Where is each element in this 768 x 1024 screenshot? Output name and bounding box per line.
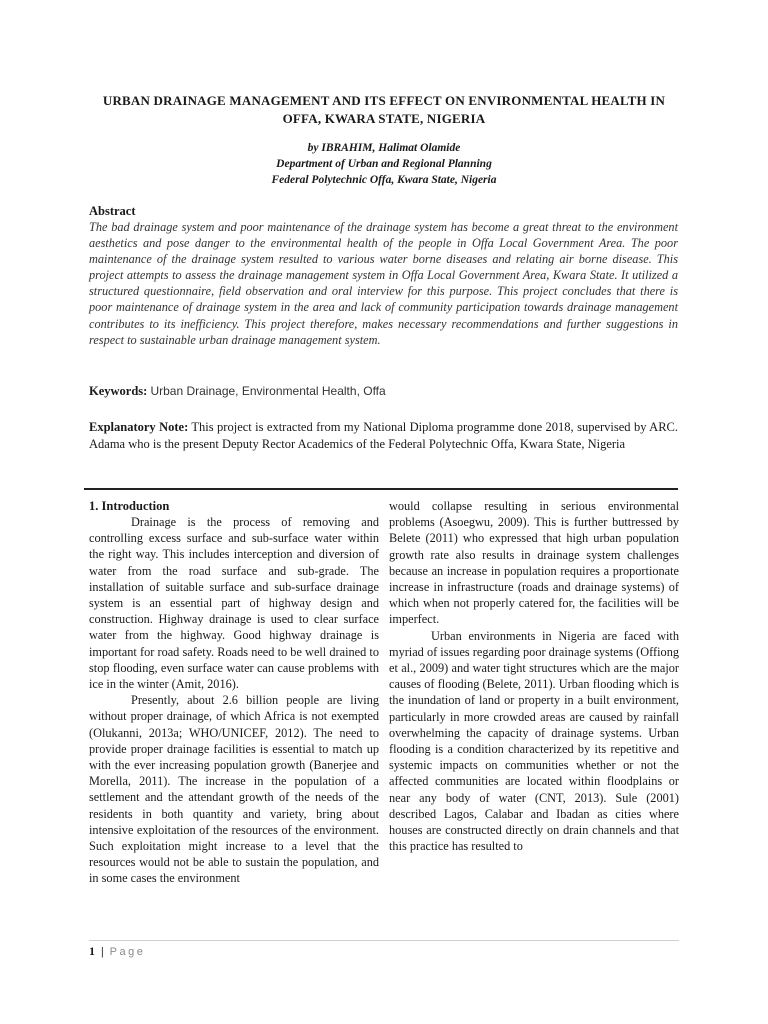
footer-divider — [89, 940, 679, 941]
footer-separator: | — [101, 944, 104, 958]
paper-title — [88, 92, 680, 128]
keywords-line — [89, 384, 678, 399]
left-column — [89, 498, 379, 887]
page-footer — [89, 944, 145, 959]
section-divider — [84, 488, 678, 490]
page-label: Page — [109, 946, 146, 958]
keywords-label: Keywords: — [89, 384, 148, 398]
author-department: Department of Urban and Regional Planning — [276, 158, 492, 170]
note-text: This project is extracted from my National Diploma programme done 2018, supervised by ARC. Adama who is the present Deputy Rector Academics of the Federal Polytechnic Offa, Kwara State, Nigeria — [89, 420, 678, 451]
title-line-1: URBAN DRAINAGE MANAGEMENT AND ITS EFFECT ON ENVIRONMENTAL HEALTH IN — [102, 93, 666, 108]
intro-paragraph-2: Presently, about 2.6 billion people are living without proper drainage, of which Africa is not exempted (Olukanni, 2013a; WHO/UNICEF, 2012). The need to provide proper drainage facilities is essential to match up with the ever increasing population growth (Banerjee and Morella, 2011). The increase in the population of a settlement and the attendant growth of the needs of the residents in both quantity and variety, bring about intensive exploitation of the resources of the environment. Such exploitation might increase to a level that the resources would not be able to sustain the population, and in some cases the environment — [89, 693, 379, 886]
page-number: 1 — [89, 944, 95, 958]
abstract-heading: Abstract — [89, 204, 136, 218]
intro-paragraph-3: Urban environments in Nigeria are faced with myriad of issues regarding poor drainage systems (Offiong et al., 2009) and water tight structures which are the major causes of flooding (Belete, 2011). Urban flooding which is the inundation of land or property in a built environment, particularly in more crowded areas are caused by rainfall overwhelming the capacity of drainage systems. Urban flooding is a condition characterized by its repetitive and systemic impacts on communities whether or not the affected communities are located within floodplains or near any body of water (CNT, 2013). Sule (2001) described Lagos, Calabar and Ibadan as cities where houses are constructed directly on drain channels and that this practice has resulted to — [389, 628, 679, 854]
explanatory-note — [89, 419, 678, 452]
right-column — [389, 498, 679, 854]
author-name: by IBRAHIM, Halimat Olamide — [307, 142, 461, 154]
title-line-2: OFFA, KWARA STATE, NIGERIA — [282, 111, 486, 126]
author-institution: Federal Polytechnic Offa, Kwara State, Nigeria — [271, 174, 497, 186]
intro-paragraph-1: Drainage is the process of removing and controlling excess surface and sub-surface water within the right way. This includes interception and diversion of water from the road surface and sub-grade. The installation of suitable surface and sub-surface drainage system is an essential part of highway design and construction. Highway drainage is used to clear surface water from the highway. Good highway drainage is important for road safety. Roads need to be well drained to stop flooding, even surface water can cause problems with ice in the winter (Amit, 2016). — [89, 515, 379, 692]
intro-paragraph-2-continued: would collapse resulting in serious environmental problems (Asoegwu, 2009). This is further buttressed by Belete (2011) who expressed that high urban population growth rate also results in drainage system challenges because an increase in population requires a proportionate increase in infrastructure (roads and drainage systems) of which when not properly catered for, the facilities will be imperfect. — [389, 499, 679, 627]
introduction-heading: 1. Introduction — [89, 499, 170, 513]
author-block — [88, 140, 680, 188]
abstract-text: The bad drainage system and poor maintenance of the drainage system has become a great threat to the environment aesthetics and pose danger to the environmental health of the people in Offa Local Government Area. The poor maintenance of the drainage system resulted to various water borne diseases and relating air borne disease. This project attempts to assess the drainage management system in Offa Local Government Area, Kwara State. It utilized a structured questionnaire, field observation and oral interview for this purpose. This project concludes that there is poor maintenance of drainage system in the area and lack of community participation towards drainage management contributes to its inefficiency. This project therefore, makes necessary recommendations and further suggestions in respect to sustainable urban drainage management system. — [89, 220, 678, 347]
note-label: Explanatory Note: — [89, 420, 189, 434]
keywords-text: Urban Drainage, Environmental Health, Offa — [150, 384, 386, 398]
